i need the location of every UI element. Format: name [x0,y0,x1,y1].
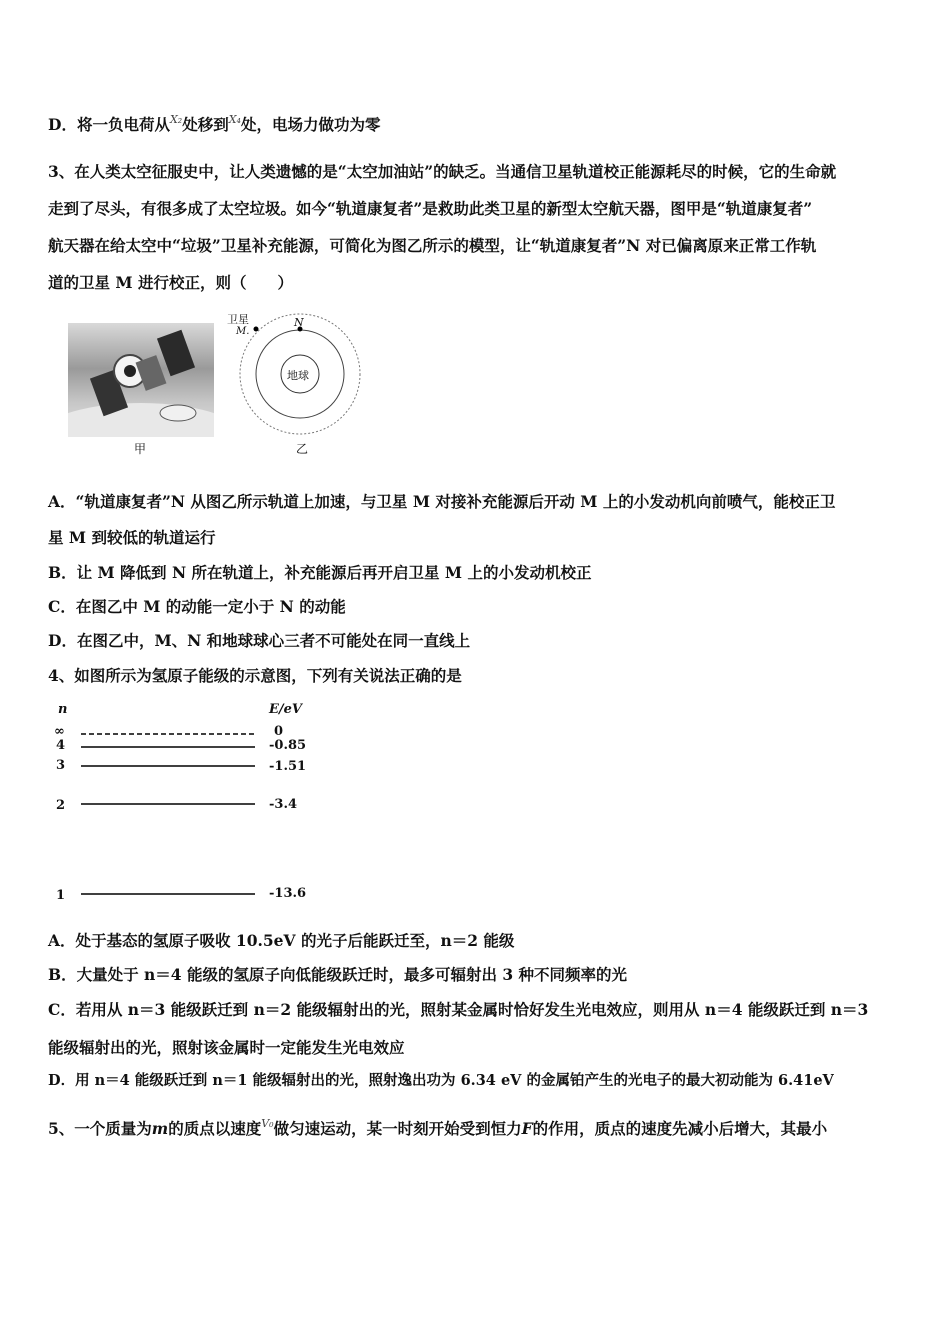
q3-line-4: 道的卫星 M 进行校正，则（ ） [48,273,293,292]
q5-stem [48,1119,827,1141]
q5-var-f: F [521,1119,533,1138]
level-e-3: -1.51 [269,759,307,774]
q5-text-d: 的作用，质点的速度先减小后增大，其最小 [532,1119,828,1138]
q3-figure [68,310,368,460]
q3-option-b: B．让 M 降低到 N 所在轨道上，补充能源后再开启卫星 M 上的小发动机校正 [48,563,592,582]
satellite-photo [68,323,214,437]
axis-n-label: n [58,702,68,717]
caption-right: 乙 [296,442,309,456]
q3-line-3: 航天器在给太空中“垃圾”卫星补充能源，可简化为图乙所示的模型，让“轨道康复者”N 对已偏离原来正常工作轨 [48,236,817,255]
level-n-3: 3 [56,758,66,773]
q5-text-a: 5、一个质量为 [48,1119,152,1138]
var-x2: X₂ [169,113,183,126]
level-n-1: 1 [56,888,66,903]
q5-var-v0: V₀ [261,1117,274,1130]
q4-option-c-2: 能级辐射出的光，照射该金属时一定能发生光电效应 [48,1038,405,1057]
q5-var-m: m [151,1119,169,1138]
q4-option-a: A．处于基态的氢原子吸收 10.5eV 的光子后能跃迁至，n＝2 能级 [48,931,515,950]
axis-e-label: E/eV [269,702,303,717]
q4-stem: 4、如图所示为氢原子能级的示意图，下列有关说法正确的是 [48,666,462,685]
energy-level-lines [48,700,368,910]
q3-option-d: D．在图乙中，M、N 和地球球心三者不可能处在同一直线上 [48,631,471,650]
label-n: N [294,316,304,329]
caption-left: 甲 [134,442,147,456]
level-e-1: -13.6 [269,886,307,901]
q3-option-a-1: A．“轨道康复者”N 从图乙所示轨道上加速，与卫星 M 对接补充能源后开动 M 上的小发动机向前喷气，能校正卫 [48,492,836,511]
q4-option-b: B．大量处于 n＝4 能级的氢原子向低能级跃迁时，最多可辐射出 3 种不同频率的光 [48,965,628,984]
level-e-inf: 0 [274,724,284,739]
q4-option-d: D．用 n＝4 能级跃迁到 n＝1 能级辐射出的光，照射逸出功为 6.34 eV 的金属铂产生的光电子的最大初动能为 6.41eV [48,1072,834,1089]
level-e-4: -0.85 [269,738,307,753]
label-satellite: 卫星 [227,313,249,326]
q3-line-2: 走到了尽头，有很多成了太空垃圾。如今“轨道康复者”是救助此类卫星的新型太空航天器，图甲是“轨道康复者” [48,199,813,218]
var-x4: X₄ [228,113,241,126]
label-earth: 地球 [287,369,309,382]
option-d-line [48,115,380,137]
q4-option-c-1: C．若用从 n＝3 能级跃迁到 n＝2 能级辐射出的光，照射某金属时恰好发生光电效应，则用从 n＝4 能级跃迁到 n＝3 [48,1000,869,1019]
q3-option-a-2: 星 M 到较低的轨道运行 [48,528,216,547]
level-n-2: 2 [56,798,66,813]
level-n-4: 4 [56,738,66,753]
q5-text-b: 的质点以速度 [168,1119,262,1138]
satellite-illustration [68,323,214,437]
level-e-2: -3.4 [269,797,298,812]
q3-option-c: C．在图乙中 M 的动能一定小于 N 的动能 [48,597,346,616]
energy-level-diagram [48,700,368,910]
label-m: M. [236,326,250,337]
option-d-text-c: 处，电场力做功为零 [240,115,381,134]
option-d-text-a: D．将一负电荷从 [48,115,170,134]
q5-text-c: 做匀速运动，某一时刻开始受到恒力 [273,1119,522,1138]
q3-line-1: 3、在人类太空征服史中，让人类遗憾的是“太空加油站”的缺乏。当通信卫星轨道校正能源耗尽的时候，它的生命就 [48,162,837,181]
option-d-text-b: 处移到 [182,115,229,134]
level-n-inf: ∞ [54,724,65,739]
